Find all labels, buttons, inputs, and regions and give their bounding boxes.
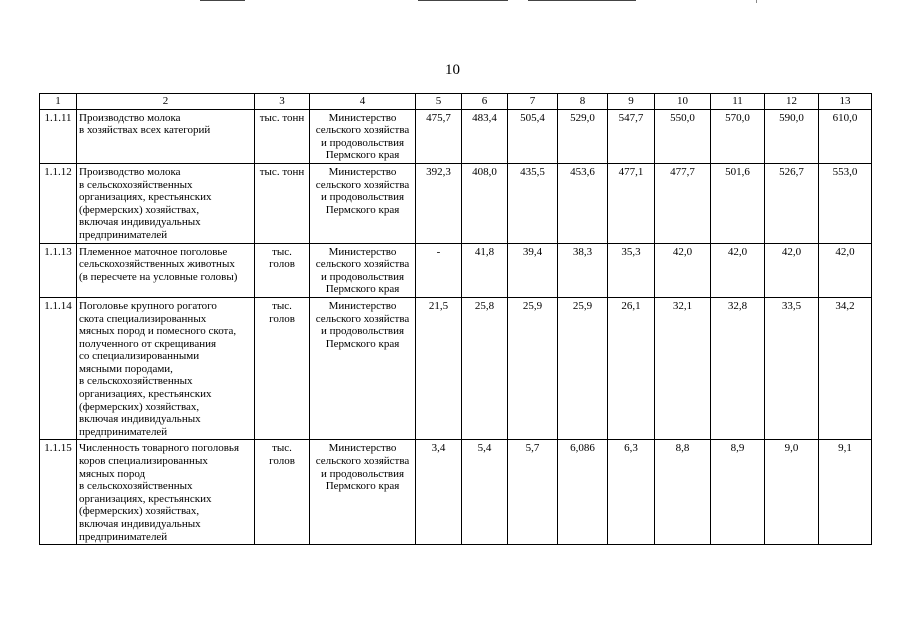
row-code: 1.1.13 (40, 243, 77, 297)
table-body (40, 109, 872, 545)
value-cell: 475,7 (416, 109, 462, 163)
value-cell: 34,2 (819, 297, 872, 440)
text-line: тыс. тонн (259, 165, 305, 178)
value-cell: 477,1 (608, 163, 655, 243)
text-line: организациях, крестьянских (79, 388, 212, 401)
text-line: и продовольствия (320, 467, 405, 480)
unit-of-measure (255, 109, 310, 163)
text-line: Министерство (328, 111, 397, 124)
text-line: и продовольствия (320, 270, 405, 283)
value-cell: 529,0 (558, 109, 608, 163)
text-line: организациях, крестьянских (79, 191, 212, 204)
text-line: (фермерских) хозяйствах, (79, 203, 200, 216)
text-line: тыс. (272, 299, 292, 312)
value-cell: 526,7 (765, 163, 819, 243)
value-cell: 5,7 (508, 440, 558, 545)
value-cell: 501,6 (711, 163, 765, 243)
value-cell: 42,0 (819, 243, 872, 297)
value-cell: 553,0 (819, 163, 872, 243)
column-header-4: 4 (310, 94, 416, 110)
value-cell: 32,8 (711, 297, 765, 440)
table-row (40, 163, 872, 243)
column-header-6: 6 (462, 94, 508, 110)
value-cell: 42,0 (711, 243, 765, 297)
value-cell: 35,3 (608, 243, 655, 297)
column-header-12: 12 (765, 94, 819, 110)
text-line: Министерство (328, 245, 397, 258)
value-cell: 453,6 (558, 163, 608, 243)
text-line: (в пересчете на условные головы) (79, 270, 238, 283)
value-cell: 38,3 (558, 243, 608, 297)
text-line: сельского хозяйства (315, 124, 410, 137)
text-line: скота специализированных (79, 312, 207, 325)
text-line: включая индивидуальных (79, 413, 201, 426)
text-line: Пермского края (325, 480, 400, 493)
text-line: (фермерских) хозяйствах, (79, 400, 200, 413)
value-cell: 483,4 (462, 109, 508, 163)
value-cell: 39,4 (508, 243, 558, 297)
value-cell: 435,5 (508, 163, 558, 243)
value-cell: 505,4 (508, 109, 558, 163)
column-header-2: 2 (77, 94, 255, 110)
text-line: сельского хозяйства (315, 178, 410, 191)
text-line: организациях, крестьянских (79, 492, 212, 505)
column-header-10: 10 (655, 94, 711, 110)
text-line: сельского хозяйства (315, 312, 410, 325)
value-cell: 9,0 (765, 440, 819, 545)
text-line: мясными породами, (79, 362, 173, 375)
column-header-5: 5 (416, 94, 462, 110)
text-line: в сельскохозяйственных (79, 480, 193, 493)
text-line: Пермского края (325, 149, 400, 162)
text-line: со специализированными (79, 350, 200, 363)
column-header-1: 1 (40, 94, 77, 110)
text-line: и продовольствия (320, 325, 405, 338)
row-code: 1.1.12 (40, 163, 77, 243)
indicator-name (77, 109, 255, 163)
value-cell: 408,0 (462, 163, 508, 243)
row-code: 1.1.11 (40, 109, 77, 163)
text-line: голов (269, 455, 295, 468)
value-cell: 3,4 (416, 440, 462, 545)
text-line: Пермского края (325, 203, 400, 216)
row-code: 1.1.15 (40, 440, 77, 545)
responsible-agency (310, 109, 416, 163)
text-line: голов (269, 312, 295, 325)
value-cell: 33,5 (765, 297, 819, 440)
value-cell: 8,9 (711, 440, 765, 545)
indicator-name (77, 297, 255, 440)
value-cell: 5,4 (462, 440, 508, 545)
page-number: 10 (445, 62, 460, 78)
text-line: мясных пород (79, 467, 146, 480)
text-line: сельскохозяйственных животных (79, 258, 235, 271)
column-header-7: 7 (508, 94, 558, 110)
scan-corner-mark (756, 0, 757, 3)
column-header-13: 13 (819, 94, 872, 110)
text-line: в сельскохозяйственных (79, 375, 193, 388)
unit-of-measure (255, 163, 310, 243)
text-line: предпринимателей (79, 425, 168, 438)
scan-edge-line-mid (418, 0, 508, 1)
text-line: и продовольствия (320, 136, 405, 149)
text-line: в хозяйствах всех категорий (79, 124, 211, 137)
responsible-agency (310, 243, 416, 297)
value-cell: 25,8 (462, 297, 508, 440)
indicator-name (77, 440, 255, 545)
value-cell: 6,086 (558, 440, 608, 545)
text-line: полученного от скрещивания (79, 337, 217, 350)
value-cell: 570,0 (711, 109, 765, 163)
indicators-table (39, 93, 872, 545)
text-line: коров специализированных (79, 455, 208, 468)
text-line: Производство молока (79, 111, 181, 124)
text-line: сельского хозяйства (315, 258, 410, 271)
column-header-3: 3 (255, 94, 310, 110)
text-line: Министерство (328, 442, 397, 455)
table-row (40, 109, 872, 163)
unit-of-measure (255, 297, 310, 440)
table-row (40, 243, 872, 297)
value-cell: 21,5 (416, 297, 462, 440)
text-line: Племенное маточное поголовье (79, 245, 228, 258)
column-header-9: 9 (608, 94, 655, 110)
header-row (40, 94, 872, 110)
value-cell: 392,3 (416, 163, 462, 243)
value-cell: 25,9 (558, 297, 608, 440)
text-line: мясных пород и помесного скота, (79, 325, 237, 338)
text-line: Министерство (328, 165, 397, 178)
value-cell: 9,1 (819, 440, 872, 545)
table-row (40, 440, 872, 545)
value-cell: 25,9 (508, 297, 558, 440)
value-cell: 42,0 (765, 243, 819, 297)
text-line: тыс. (272, 442, 292, 455)
text-line: Пермского края (325, 283, 400, 296)
table-row (40, 297, 872, 440)
scan-edge-line-left (200, 0, 245, 1)
unit-of-measure (255, 243, 310, 297)
text-line: тыс. (272, 245, 292, 258)
text-line: включая индивидуальных (79, 518, 201, 530)
column-header-8: 8 (558, 94, 608, 110)
text-line: в сельскохозяйственных (79, 178, 193, 191)
text-line: предпринимателей (79, 530, 168, 543)
responsible-agency (310, 440, 416, 545)
unit-of-measure (255, 440, 310, 545)
indicator-name (77, 163, 255, 243)
value-cell: 32,1 (655, 297, 711, 440)
value-cell: 41,8 (462, 243, 508, 297)
value-cell: 550,0 (655, 109, 711, 163)
text-line: (фермерских) хозяйствах, (79, 505, 200, 518)
indicator-name (77, 243, 255, 297)
value-cell: 8,8 (655, 440, 711, 545)
value-cell: 26,1 (608, 297, 655, 440)
text-line: Численность товарного поголовья (79, 442, 239, 455)
row-code: 1.1.14 (40, 297, 77, 440)
text-line: Поголовье крупного рогатого (79, 299, 217, 312)
value-cell: 610,0 (819, 109, 872, 163)
text-line: тыс. тонн (259, 111, 305, 124)
value-cell: 547,7 (608, 109, 655, 163)
value-cell: 590,0 (765, 109, 819, 163)
responsible-agency (310, 163, 416, 243)
value-cell: 477,7 (655, 163, 711, 243)
text-line: предпринимателей (79, 228, 168, 241)
scan-edge-line-right (528, 0, 636, 1)
text-line: сельского хозяйства (315, 455, 410, 468)
value-cell: 42,0 (655, 243, 711, 297)
value-cell: 6,3 (608, 440, 655, 545)
value-cell: - (416, 243, 462, 297)
column-header-11: 11 (711, 94, 765, 110)
text-line: Пермского края (325, 337, 400, 350)
responsible-agency (310, 297, 416, 440)
text-line: Министерство (328, 299, 397, 312)
text-line: Производство молока (79, 165, 181, 178)
text-line: и продовольствия (320, 191, 405, 204)
text-line: включая индивидуальных (79, 216, 201, 229)
text-line: голов (269, 258, 295, 271)
